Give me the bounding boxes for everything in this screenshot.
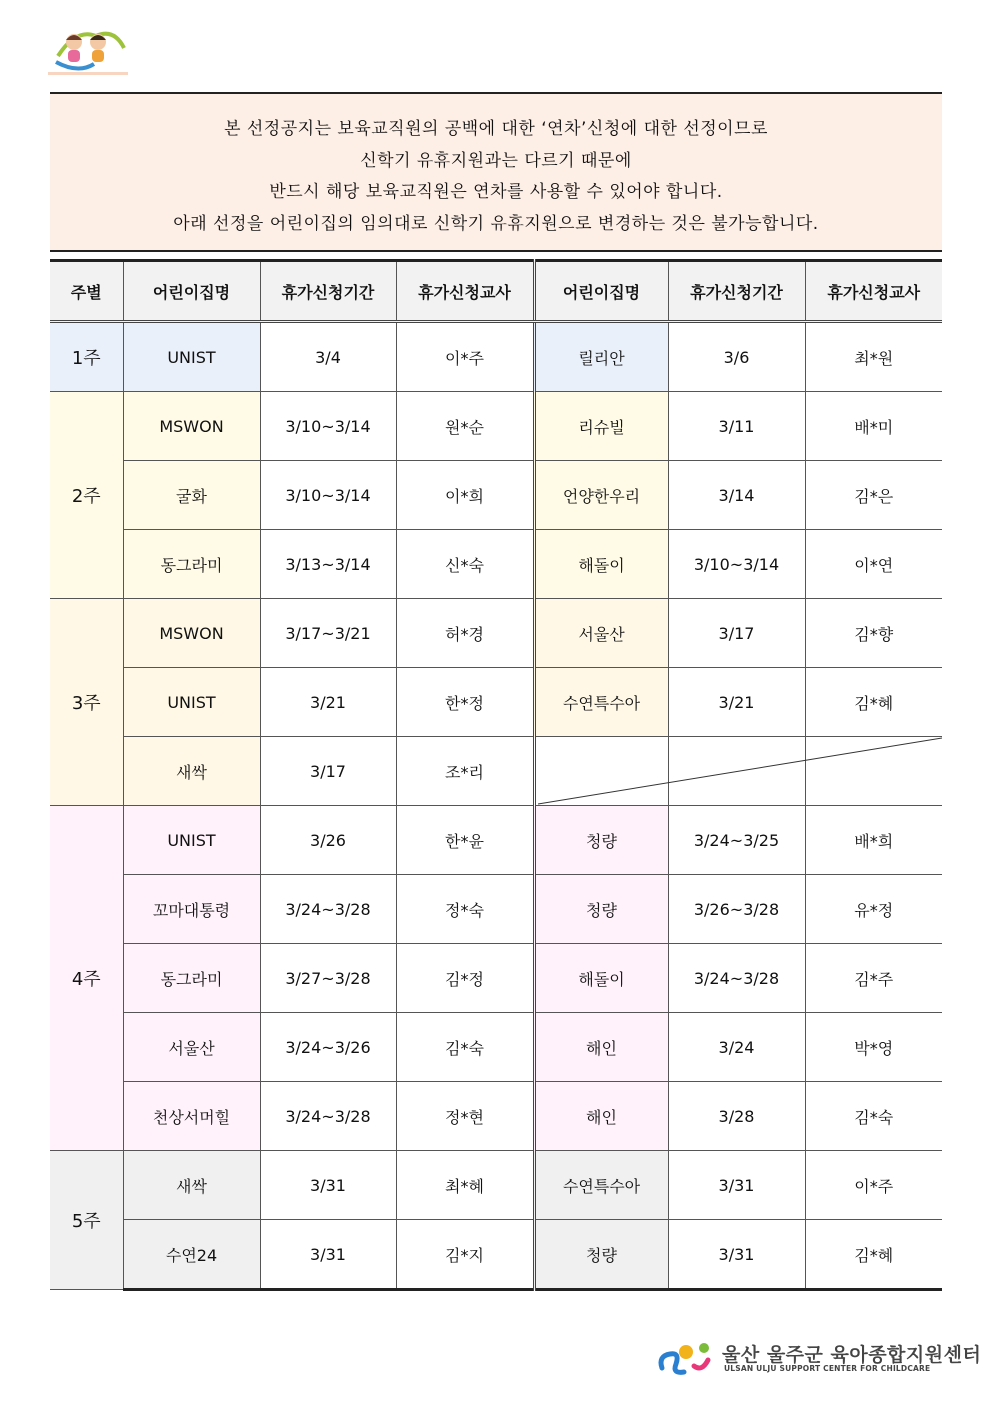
org-name-english: ULSAN ULJU SUPPORT CENTER FOR CHILDCARE — [724, 1364, 931, 1373]
leave-teacher: 조*리 — [396, 737, 534, 806]
leave-period: 3/24~3/28 — [668, 944, 805, 1013]
leave-teacher: 김*정 — [396, 944, 534, 1013]
notice-box — [50, 92, 942, 252]
daycare-name: 수연특수아 — [534, 1151, 668, 1220]
leave-teacher: 정*숙 — [396, 875, 534, 944]
table-row — [50, 461, 942, 530]
header-daycare-name: 어린이집명 — [534, 261, 668, 322]
daycare-name: 꼬마대통령 — [123, 875, 260, 944]
leave-teacher: 김*혜 — [805, 668, 942, 737]
daycare-name: UNIST — [123, 806, 260, 875]
table-header-row — [50, 261, 942, 322]
leave-teacher: 이*주 — [805, 1151, 942, 1220]
daycare-name: 굴화 — [123, 461, 260, 530]
leave-teacher: 최*원 — [805, 322, 942, 392]
table-row — [50, 1151, 942, 1220]
leave-period: 3/4 — [260, 322, 396, 392]
week-label: 1주 — [50, 322, 123, 392]
daycare-name: MSWON — [123, 392, 260, 461]
daycare-name: 서울산 — [534, 599, 668, 668]
leave-period: 3/26 — [260, 806, 396, 875]
table-row — [50, 1013, 942, 1082]
daycare-name: 새싹 — [123, 1151, 260, 1220]
leave-period: 3/17 — [668, 599, 805, 668]
leave-period: 3/24~3/28 — [260, 875, 396, 944]
header-week: 주별 — [50, 261, 123, 322]
notice-line: 아래 선정을 어린이집의 임의대로 신학기 유휴지원으로 변경하는 것은 불가능합니다. — [173, 213, 819, 234]
leave-period: 3/31 — [668, 1220, 805, 1290]
leave-teacher: 신*숙 — [396, 530, 534, 599]
leave-period: 3/24 — [668, 1013, 805, 1082]
header-leave-period: 휴가신청기간 — [260, 261, 396, 322]
leave-teacher: 이*연 — [805, 530, 942, 599]
daycare-name: 리슈빌 — [534, 392, 668, 461]
leave-teacher: 김*지 — [396, 1220, 534, 1290]
org-name: 울산 울주군 육아종합지원센터 — [722, 1344, 982, 1366]
leave-period: 3/14 — [668, 461, 805, 530]
leave-period: 3/10~3/14 — [260, 461, 396, 530]
daycare-name: MSWON — [123, 599, 260, 668]
daycare-name: 해인 — [534, 1082, 668, 1151]
table-row — [50, 322, 942, 392]
week-label: 3주 — [50, 599, 123, 806]
table-row — [50, 1220, 942, 1290]
daycare-name: 새싹 — [123, 737, 260, 806]
leave-teacher: 김*은 — [805, 461, 942, 530]
leave-period: 3/24~3/25 — [668, 806, 805, 875]
notice-line: 반드시 해당 보육교직원은 연차를 사용할 수 있어야 합니다. — [269, 182, 723, 202]
leave-teacher: 김*숙 — [396, 1013, 534, 1082]
daycare-name: 언양한우리 — [534, 461, 668, 530]
table-row — [50, 1082, 942, 1151]
leave-teacher: 배*희 — [805, 806, 942, 875]
leave-period: 3/24~3/28 — [260, 1082, 396, 1151]
daycare-name: 서울산 — [123, 1013, 260, 1082]
leave-period: 3/17 — [260, 737, 396, 806]
daycare-name: 동그라미 — [123, 944, 260, 1013]
table-row — [50, 668, 942, 737]
week-label: 4주 — [50, 806, 123, 1151]
leave-period: 3/21 — [260, 668, 396, 737]
leave-teacher: 김*향 — [805, 599, 942, 668]
leave-period: 3/21 — [668, 668, 805, 737]
leave-teacher: 원*순 — [396, 392, 534, 461]
leave-period: 3/31 — [260, 1220, 396, 1290]
leave-period: 3/10~3/14 — [260, 392, 396, 461]
table-row — [50, 875, 942, 944]
leave-period: 3/6 — [668, 322, 805, 392]
daycare-name: 청량 — [534, 875, 668, 944]
table-row — [50, 806, 942, 875]
header-leave-period: 휴가신청기간 — [668, 261, 805, 322]
daycare-name: 수연특수아 — [534, 668, 668, 737]
leave-teacher: 김*숙 — [805, 1082, 942, 1151]
daycare-name: 릴리안 — [534, 322, 668, 392]
leave-teacher: 배*미 — [805, 392, 942, 461]
daycare-name: 청량 — [534, 1220, 668, 1290]
leave-period: 3/28 — [668, 1082, 805, 1151]
leave-teacher: 유*정 — [805, 875, 942, 944]
leave-teacher: 이*주 — [396, 322, 534, 392]
ulju-center-logo-icon — [656, 1338, 716, 1378]
leave-period: 3/17~3/21 — [260, 599, 396, 668]
daycare-name: 해돌이 — [534, 530, 668, 599]
leave-period: 3/13~3/14 — [260, 530, 396, 599]
daycare-name: 청량 — [534, 806, 668, 875]
top-logo — [48, 26, 138, 84]
leave-teacher: 정*현 — [396, 1082, 534, 1151]
notice-line: 본 선정공지는 보육교직원의 공백에 대한 ‘연차’신청에 대한 선정이므로 — [224, 119, 768, 139]
daycare-name: UNIST — [123, 668, 260, 737]
leave-teacher: 최*혜 — [396, 1151, 534, 1220]
daycare-name: UNIST — [123, 322, 260, 392]
leave-teacher: 한*정 — [396, 668, 534, 737]
daycare-name: 수연24 — [123, 1220, 260, 1290]
leave-period: 3/10~3/14 — [668, 530, 805, 599]
leave-teacher: 박*영 — [805, 1013, 942, 1082]
daycare-name: 해인 — [534, 1013, 668, 1082]
empty-cells-diagonal-line — [538, 736, 942, 806]
leave-teacher: 이*희 — [396, 461, 534, 530]
two-children-logo-icon — [48, 26, 138, 84]
header-daycare-name: 어린이집명 — [123, 261, 260, 322]
leave-teacher: 허*경 — [396, 599, 534, 668]
header-leave-teacher: 휴가신청교사 — [396, 261, 534, 322]
leave-period: 3/31 — [260, 1151, 396, 1220]
table-row — [50, 599, 942, 668]
daycare-name: 동그라미 — [123, 530, 260, 599]
leave-period: 3/27~3/28 — [260, 944, 396, 1013]
header-leave-teacher: 휴가신청교사 — [805, 261, 942, 322]
leave-teacher: 한*윤 — [396, 806, 534, 875]
leave-period: 3/11 — [668, 392, 805, 461]
leave-teacher: 김*혜 — [805, 1220, 942, 1290]
week-label: 2주 — [50, 392, 123, 599]
leave-teacher: 김*주 — [805, 944, 942, 1013]
notice-line: 신학기 유휴지원과는 다르기 때문에 — [360, 150, 632, 171]
table-row — [50, 392, 942, 461]
leave-period: 3/26~3/28 — [668, 875, 805, 944]
leave-period: 3/24~3/26 — [260, 1013, 396, 1082]
table-row — [50, 530, 942, 599]
daycare-name: 해돌이 — [534, 944, 668, 1013]
leave-period: 3/31 — [668, 1151, 805, 1220]
week-label: 5주 — [50, 1151, 123, 1290]
daycare-name: 천상서머힐 — [123, 1082, 260, 1151]
table-row — [50, 944, 942, 1013]
